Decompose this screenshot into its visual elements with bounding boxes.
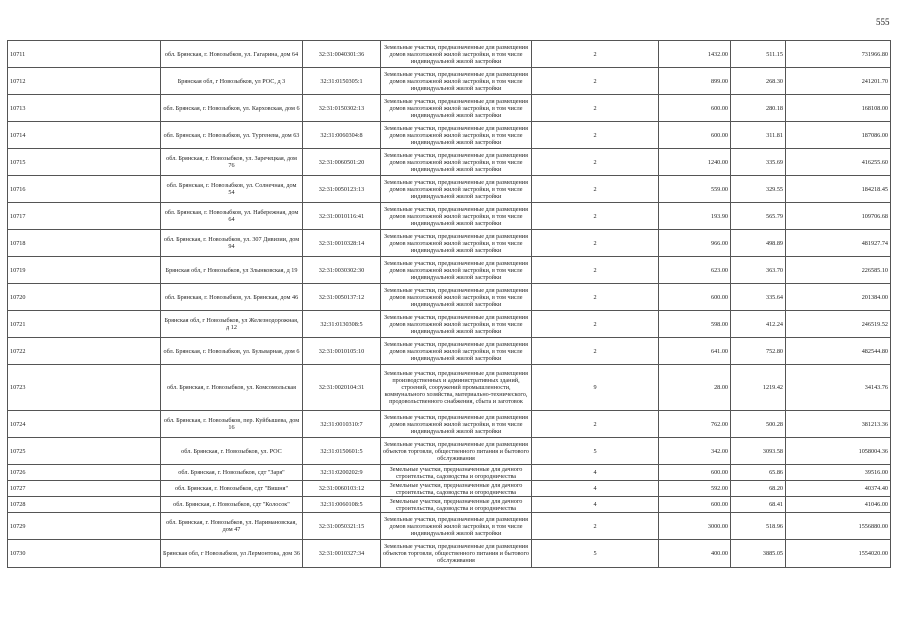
row-area: 1432.00 [659,41,731,68]
row-address: обл. Брянская, г. Новозыбков, сдт "Заря" [161,465,303,481]
row-address: обл. Брянская, г. Новозыбков, ул. Карховская, дом 6 [161,95,303,122]
row-cadastral-value: 241201.70 [786,68,891,95]
row-cadastral-number: 32:31:0010328:14 [303,230,381,257]
table-row [8,203,891,230]
row-cadastral-value: 416255.60 [786,149,891,176]
row-use-category: 2 [532,95,659,122]
row-use-category: 4 [532,497,659,513]
row-area: 342.00 [659,438,731,465]
row-use-category: 2 [532,149,659,176]
row-use-category: 5 [532,438,659,465]
table-row [8,513,891,540]
row-area: 193.90 [659,203,731,230]
table-row [8,68,891,95]
row-address: обл. Брянская, г. Новозыбков, ул. Комсомольская [161,365,303,411]
row-area: 1240.00 [659,149,731,176]
row-use-category: 4 [532,465,659,481]
row-cadastral-value: 39516.00 [786,465,891,481]
row-cadastral-number: 32:31:0200202:9 [303,465,381,481]
row-use-category: 2 [532,122,659,149]
row-specific-value: 65.86 [731,465,786,481]
table-row [8,95,891,122]
row-permitted-use: Земельные участки, предназначенные для размещения домов малоэтажной жилой застройки, в том числе индивидуальной жилой застройки [381,95,532,122]
table-row [8,365,891,411]
row-number: 10727 [8,481,161,497]
table-row [8,257,891,284]
row-number: 10713 [8,95,161,122]
row-cadastral-value: 184218.45 [786,176,891,203]
row-number: 10725 [8,438,161,465]
row-cadastral-value: 381213.36 [786,411,891,438]
row-cadastral-number: 32:31:0010116:41 [303,203,381,230]
row-specific-value: 752.80 [731,338,786,365]
row-permitted-use: Земельные участки, предназначенные для дачного строительства, садоводства и огородничества [381,497,532,513]
row-cadastral-number: 32:31:0060501:20 [303,149,381,176]
row-area: 600.00 [659,497,731,513]
row-specific-value: 500.28 [731,411,786,438]
row-cadastral-number: 32:31:0130308:5 [303,311,381,338]
row-address: обл. Брянская, г. Новозыбков, пер. Куйбышева, дом 16 [161,411,303,438]
row-area: 592.00 [659,481,731,497]
row-specific-value: 498.89 [731,230,786,257]
row-use-category: 9 [532,365,659,411]
row-area: 600.00 [659,95,731,122]
table-row [8,338,891,365]
row-address: Брянская обл, г Новозыбков, ул Злынковская, д 19 [161,257,303,284]
row-address: Брянская обл, г Новозыбков, ул Лермонтова, дом 36 [161,540,303,568]
row-cadastral-number: 32:31:0150302:13 [303,95,381,122]
row-area: 28.00 [659,365,731,411]
row-address: обл. Брянская, г. Новозыбков, ул. Тургенева, дом 63 [161,122,303,149]
row-specific-value: 518.96 [731,513,786,540]
row-address: обл. Брянская, г. Новозыбков, ул. РОС [161,438,303,465]
row-cadastral-value: 187086.00 [786,122,891,149]
row-cadastral-value: 481927.74 [786,230,891,257]
row-use-category: 2 [532,41,659,68]
row-area: 623.00 [659,257,731,284]
row-address: обл. Брянская, г. Новозыбков, ул. Солнечная, дом 54 [161,176,303,203]
row-address: обл. Брянская, г. Новозыбков, ул. Заречецкая, дом 76 [161,149,303,176]
row-address: Брянская обл, г Новозыбков, ул РОС, д 3 [161,68,303,95]
row-area: 641.00 [659,338,731,365]
row-number: 10729 [8,513,161,540]
row-specific-value: 3093.58 [731,438,786,465]
table-row [8,230,891,257]
row-area: 600.00 [659,284,731,311]
row-specific-value: 565.79 [731,203,786,230]
row-address: обл. Брянская, г. Новозыбков, ул. Наримановская, дом 47 [161,513,303,540]
row-cadastral-number: 32:31:0030302:30 [303,257,381,284]
row-number: 10718 [8,230,161,257]
row-permitted-use: Земельные участки, предназначенные для размещения домов малоэтажной жилой застройки, в том числе индивидуальной жилой застройки [381,338,532,365]
row-address: обл. Брянская, г. Новозыбков, ул. Набережная, дом 64 [161,203,303,230]
row-use-category: 2 [532,513,659,540]
row-cadastral-number: 32:31:0050321:15 [303,513,381,540]
row-permitted-use: Земельные участки, предназначенные для размещения объектов торговли, общественного питания и бытового обслуживания [381,438,532,465]
row-use-category: 2 [532,230,659,257]
row-area: 899.00 [659,68,731,95]
row-address: обл. Брянская, г. Новозыбков, ул. Брянская, дом 46 [161,284,303,311]
row-use-category: 2 [532,68,659,95]
row-cadastral-number: 32:31:0050123:13 [303,176,381,203]
row-address: обл. Брянская, г. Новозыбков, сдт "Вишня" [161,481,303,497]
row-specific-value: 511.15 [731,41,786,68]
table-row [8,438,891,465]
table-row [8,41,891,68]
cadastral-value-table [7,40,891,568]
row-address: обл. Брянская, г. Новозыбков, ул. Бульварная, дом 6 [161,338,303,365]
row-number: 10723 [8,365,161,411]
row-permitted-use: Земельные участки, предназначенные для дачного строительства, садоводства и огородничества [381,465,532,481]
row-cadastral-value: 1058004.36 [786,438,891,465]
row-cadastral-value: 34143.76 [786,365,891,411]
row-specific-value: 68.20 [731,481,786,497]
row-cadastral-value: 41046.00 [786,497,891,513]
table-row [8,149,891,176]
row-number: 10720 [8,284,161,311]
row-specific-value: 1219.42 [731,365,786,411]
row-number: 10730 [8,540,161,568]
row-specific-value: 329.55 [731,176,786,203]
row-permitted-use: Земельные участки, предназначенные для размещения производственных и административных зданий, строений, сооружений промышленности, коммунального хозяйства, материально-технического, продовольственного снабжения, сбыта и заготовок [381,365,532,411]
row-cadastral-number: 32:31:0040301:36 [303,41,381,68]
row-use-category: 2 [532,284,659,311]
row-permitted-use: Земельные участки, предназначенные для размещения домов малоэтажной жилой застройки, в том числе индивидуальной жилой застройки [381,41,532,68]
table-row [8,311,891,338]
row-specific-value: 311.81 [731,122,786,149]
row-cadastral-number: 32:31:0050137:12 [303,284,381,311]
row-cadastral-value: 482544.80 [786,338,891,365]
row-area: 400.00 [659,540,731,568]
row-permitted-use: Земельные участки, предназначенные для дачного строительства, садоводства и огородничества [381,481,532,497]
row-cadastral-value: 1556880.00 [786,513,891,540]
row-cadastral-value: 109706.68 [786,203,891,230]
row-number: 10711 [8,41,161,68]
row-area: 966.00 [659,230,731,257]
row-use-category: 2 [532,176,659,203]
row-address: обл. Брянская, г. Новозыбков, сдт "Колосок" [161,497,303,513]
row-cadastral-value: 731966.80 [786,41,891,68]
row-specific-value: 268.30 [731,68,786,95]
row-cadastral-value: 201384.00 [786,284,891,311]
row-cadastral-number: 32:31:0150305:1 [303,68,381,95]
row-number: 10712 [8,68,161,95]
row-number: 10721 [8,311,161,338]
row-address: обл. Брянская, г. Новозыбков, ул. Гагарина, дом 64 [161,41,303,68]
row-use-category: 2 [532,257,659,284]
row-cadastral-number: 32:31:0010105:10 [303,338,381,365]
row-area: 598.00 [659,311,731,338]
table-body [8,41,891,568]
row-use-category: 2 [532,311,659,338]
row-use-category: 5 [532,540,659,568]
row-specific-value: 3885.05 [731,540,786,568]
row-cadastral-value: 1554020.00 [786,540,891,568]
row-use-category: 2 [532,411,659,438]
table-row [8,411,891,438]
row-cadastral-number: 32:31:0150601:5 [303,438,381,465]
row-permitted-use: Земельные участки, предназначенные для размещения домов малоэтажной жилой застройки, в том числе индивидуальной жилой застройки [381,284,532,311]
row-cadastral-value: 226585.10 [786,257,891,284]
table-row [8,481,891,497]
row-permitted-use: Земельные участки, предназначенные для размещения домов малоэтажной жилой застройки, в том числе индивидуальной жилой застройки [381,257,532,284]
row-area: 600.00 [659,122,731,149]
table-row [8,176,891,203]
row-cadastral-number: 32:31:0020104:31 [303,365,381,411]
row-cadastral-value: 40374.40 [786,481,891,497]
table-row [8,497,891,513]
row-specific-value: 412.24 [731,311,786,338]
row-permitted-use: Земельные участки, предназначенные для размещения домов малоэтажной жилой застройки, в том числе индивидуальной жилой застройки [381,176,532,203]
row-specific-value: 363.70 [731,257,786,284]
row-cadastral-number: 32:31:0060304:8 [303,122,381,149]
row-area: 3000.00 [659,513,731,540]
table-row [8,540,891,568]
row-use-category: 4 [532,481,659,497]
row-cadastral-value: 246519.52 [786,311,891,338]
row-permitted-use: Земельные участки, предназначенные для размещения домов малоэтажной жилой застройки, в том числе индивидуальной жилой застройки [381,513,532,540]
row-cadastral-number: 32:31:0010310:7 [303,411,381,438]
row-area: 559.00 [659,176,731,203]
row-permitted-use: Земельные участки, предназначенные для размещения домов малоэтажной жилой застройки, в том числе индивидуальной жилой застройки [381,149,532,176]
row-permitted-use: Земельные участки, предназначенные для размещения домов малоэтажной жилой застройки, в том числе индивидуальной жилой застройки [381,230,532,257]
table-row [8,122,891,149]
row-number: 10724 [8,411,161,438]
row-address: Брянская обл, г Новозыбков, ул Железнодорожная, д 12 [161,311,303,338]
row-specific-value: 335.64 [731,284,786,311]
row-number: 10714 [8,122,161,149]
row-cadastral-number: 32:31:0010327:34 [303,540,381,568]
row-area: 600.00 [659,465,731,481]
row-area: 762.00 [659,411,731,438]
row-number: 10719 [8,257,161,284]
row-permitted-use: Земельные участки, предназначенные для размещения домов малоэтажной жилой застройки, в том числе индивидуальной жилой застройки [381,122,532,149]
row-specific-value: 68.41 [731,497,786,513]
row-permitted-use: Земельные участки, предназначенные для размещения домов малоэтажной жилой застройки, в том числе индивидуальной жилой застройки [381,203,532,230]
row-number: 10728 [8,497,161,513]
row-use-category: 2 [532,203,659,230]
row-cadastral-number: 32:31:0060108:5 [303,497,381,513]
row-permitted-use: Земельные участки, предназначенные для размещения домов малоэтажной жилой застройки, в том числе индивидуальной жилой застройки [381,411,532,438]
row-permitted-use: Земельные участки, предназначенные для размещения объектов торговли, общественного питания и бытового обслуживания [381,540,532,568]
row-number: 10715 [8,149,161,176]
table-row [8,284,891,311]
row-number: 10722 [8,338,161,365]
row-cadastral-value: 168108.00 [786,95,891,122]
row-use-category: 2 [532,338,659,365]
row-permitted-use: Земельные участки, предназначенные для размещения домов малоэтажной жилой застройки, в том числе индивидуальной жилой застройки [381,68,532,95]
page-number: 555 [876,17,890,27]
row-specific-value: 335.69 [731,149,786,176]
row-number: 10716 [8,176,161,203]
row-number: 10717 [8,203,161,230]
row-permitted-use: Земельные участки, предназначенные для размещения домов малоэтажной жилой застройки, в том числе индивидуальной жилой застройки [381,311,532,338]
row-address: обл. Брянская, г. Новозыбков, ул. 307 Дивизии, дом 94 [161,230,303,257]
table-row [8,465,891,481]
row-number: 10726 [8,465,161,481]
row-cadastral-number: 32:31:0060103:12 [303,481,381,497]
row-specific-value: 280.18 [731,95,786,122]
